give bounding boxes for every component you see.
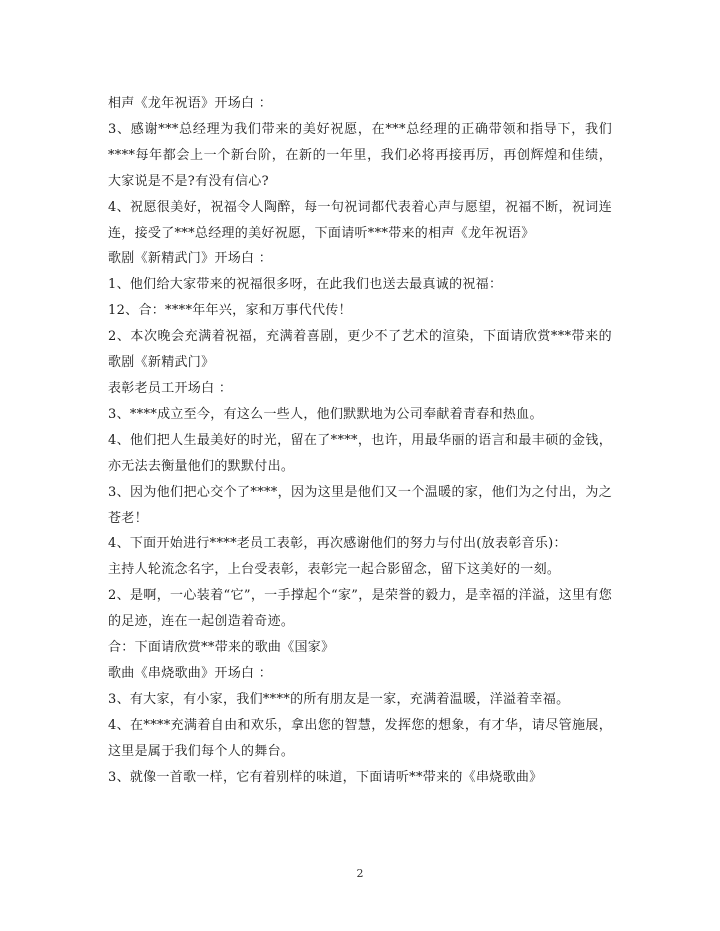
section-heading: 歌曲《串烧歌曲》开场白 ： bbox=[108, 665, 273, 681]
paragraph: 3、因为他们把心交个了****，因为这里是他们又一个温暖的家，他们为之付出，为之苍老！ bbox=[108, 484, 612, 526]
paragraph: 4、他们把人生最美好的时光，留在了****，也许，用最华丽的语言和最丰硕的金钱，亦无法去衡量他们的默默付出。 bbox=[108, 432, 612, 474]
paragraph: 4、祝愿很美好，祝福令人陶醉，每一句祝词都代表着心声与愿望，祝福不断，祝词连连，接受了***总经理的美好祝愿，下面请听***带来的相声《龙年祝语》 bbox=[108, 199, 612, 241]
paragraph: 主持人轮流念名字，上台受表彰，表彰完一起合影留念，留下这美好的一刻。 bbox=[108, 562, 561, 578]
paragraph: 2、本次晚会充满着祝福，充满着喜剧，更少不了艺术的渲染，下面请欣赏***带来的歌剧《新精武门》 bbox=[108, 329, 612, 371]
paragraph: 4、下面开始进行****老员工表彰，再次感谢他们的努力与付出(放表彰音乐)： bbox=[108, 536, 567, 552]
paragraph: 2、是啊，一心装着“它”，一手撑起个“家”，是荣誉的毅力，是幸福的洋溢，这里有您的足迹，连在一起创造着奇迹。 bbox=[108, 588, 612, 630]
paragraph: 4、在****充满着自由和欢乐，拿出您的智慧，发挥您的想象，有才华，请尽管施展，这里是属于我们每个人的舞台。 bbox=[108, 717, 612, 759]
paragraph: 3、****成立至今，有这么一些人，他们默默地为公司奉献着青春和热血。 bbox=[108, 406, 543, 422]
paragraph: 12、合：****年年兴，家和万事代代传！ bbox=[108, 303, 352, 319]
page-number: 2 bbox=[356, 867, 364, 880]
paragraph: 3、就像一首歌一样，它有着别样的味道，下面请听**带来的《串烧歌曲》 bbox=[108, 769, 543, 785]
paragraph: 3、感谢***总经理为我们带来的美好祝愿，在***总经理的正确带领和指导下，我们****每年都会上一个新台阶，在新的一年里，我们必将再接再厉，再创辉煌和佳绩，大家说是不是?有没有信心? bbox=[108, 121, 612, 189]
section-heading: 歌剧《新精武门》开场白 ： bbox=[108, 251, 273, 267]
document-body bbox=[108, 91, 612, 790]
paragraph: 1、他们给大家带来的祝福很多呀，在此我们也送去最真诚的祝福： bbox=[108, 277, 503, 293]
section-heading: 表彰老员工开场白 ： bbox=[108, 380, 233, 396]
section-heading: 相声《龙年祝语》开场白 ： bbox=[108, 96, 273, 111]
paragraph: 3、有大家，有小家，我们****的所有朋友是一家，充满着温暖，洋溢着幸福。 bbox=[108, 691, 570, 707]
paragraph: 合：下面请欣赏**带来的歌曲《国家》 bbox=[108, 640, 335, 656]
